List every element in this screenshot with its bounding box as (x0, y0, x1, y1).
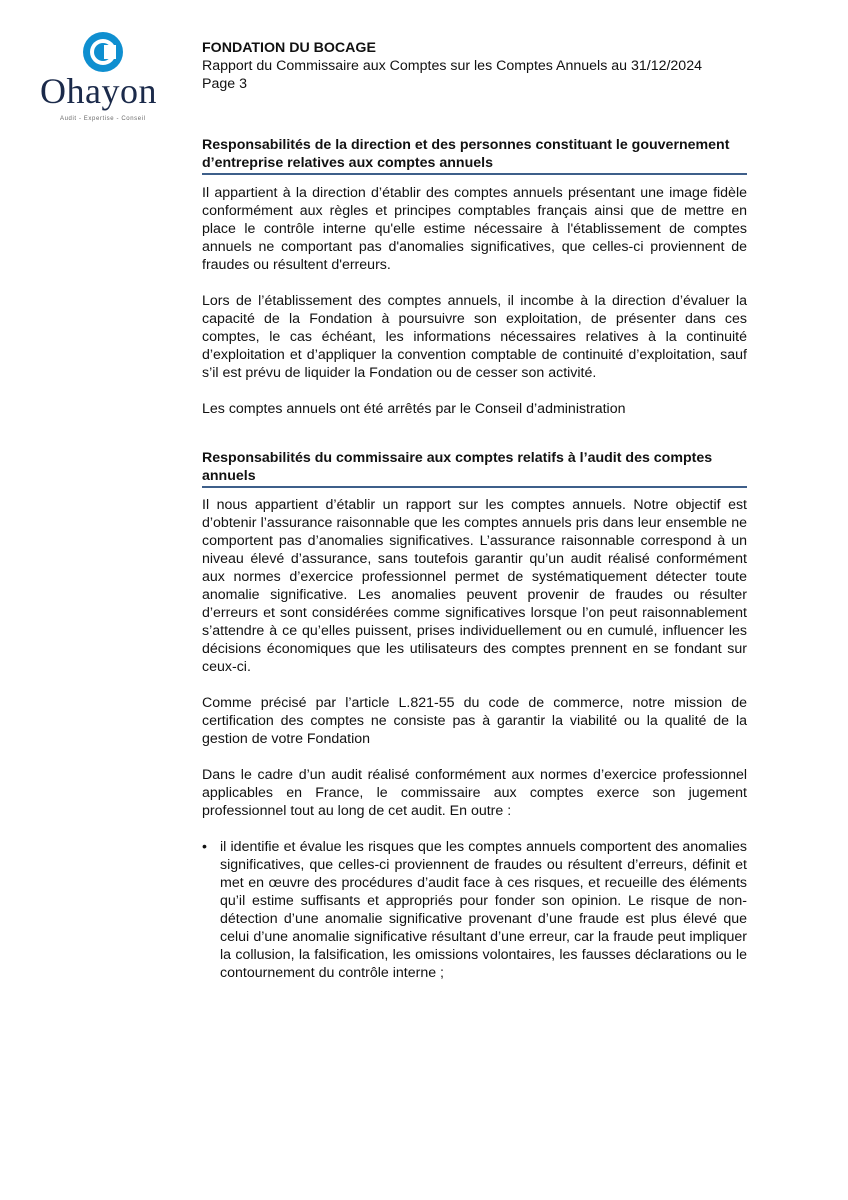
list-item-text: il identifie et évalue les risques que les comptes annuels comportent des anomalies significatives, que celles-ci proviennent de fraudes ou résultent d’erreurs, définit et met en œuvre des procédures d’audit face à ces risques, et recueille des éléments qu’il estime suffisants et appropriés pour fonder son opinion. Le risque de non-détection d’une anomalie significative provenant d’une fraude est plus élevé que celui d’une anomalie significative résultant d’une erreur, car la fraude peut impliquer la collusion, la falsification, les omissions volontaires, les fausses déclarations ou le contournement du contrôle interne ; (220, 839, 747, 981)
document-body (202, 136, 747, 982)
section-heading: Responsabilités de la direction et des personnes constituant le gouvernement d’entreprise relatives aux comptes annuels (202, 136, 747, 175)
section-auditor-responsibilities (202, 449, 747, 982)
bullet-icon: • (202, 839, 207, 855)
logo-opening (104, 45, 116, 59)
page-number: Page 3 (202, 76, 247, 92)
paragraph: Les comptes annuels ont été arrêtés par le Conseil d’administration (202, 401, 626, 417)
page-header (202, 39, 702, 93)
report-title: Rapport du Commissaire aux Comptes sur les Comptes Annuels au 31/12/2024 (202, 58, 702, 74)
bullet-list (202, 838, 747, 982)
list-item (202, 838, 747, 982)
paragraph: Il nous appartient d’établir un rapport sur les comptes annuels. Notre objectif est d’obtenir l’assurance raisonnable que les comptes annuels pris dans leur ensemble ne comportent pas d’anomalies significatives. L’assurance raisonnable correspond à un niveau élevé d’assurance, sans toutefois garantir qu’un audit réalisé conformément aux normes d’exercice professionnel permet de systématiquement détecter toute anomalie significative. Les anomalies peuvent provenir de fraudes ou résulter d’erreurs et sont considérées comme significatives lorsque l’on peut raisonnablement s’attendre à ce qu’elles puissent, prises individuellement ou en cumulé, influencer les décisions économiques que les utilisateurs des comptes prennent en se fondant sur ceux-ci. (202, 497, 747, 675)
paragraph: Comme précisé par l’article L.821-55 du code de commerce, notre mission de certification des comptes ne consiste pas à garantir la viabilité ou la qualité de la gestion de votre Fondation (202, 695, 747, 747)
organization-name: FONDATION DU BOCAGE (202, 40, 376, 56)
section-heading: Responsabilités du commissaire aux comptes relatifs à l’audit des comptes annuels (202, 449, 747, 488)
paragraph: Il appartient à la direction d’établir des comptes annuels présentant une image fidèle conformément aux règles et principes comptables français ainsi que de mettre en place le contrôle interne qu'elle estime nécessaire à l'établissement de comptes annuels ne comportant pas d'anomalies significatives, que celles-ci proviennent de fraudes ou résultent d'erreurs. (202, 185, 747, 273)
logo-tagline: Audit - Expertise - Conseil (60, 116, 146, 122)
paragraph: Lors de l’établissement des comptes annuels, il incombe à la direction d’évaluer la capacité de la Fondation à poursuivre son exploitation, de présenter dans ces comptes, le cas échéant, les informations nécessaires relatives à la continuité d’exploitation et d’appliquer la convention comptable de continuité d’exploitation, sauf s’il est prévu de liquider la Fondation ou de cesser son activité. (202, 293, 747, 381)
logo-wordmark: Ohayon (40, 71, 157, 111)
paragraph: Dans le cadre d’un audit réalisé conformément aux normes d’exercice professionnel applicables en France, le commissaire aux comptes exerce son jugement professionnel tout au long de cet audit. En outre : (202, 767, 747, 819)
section-management-responsibilities (202, 136, 747, 418)
